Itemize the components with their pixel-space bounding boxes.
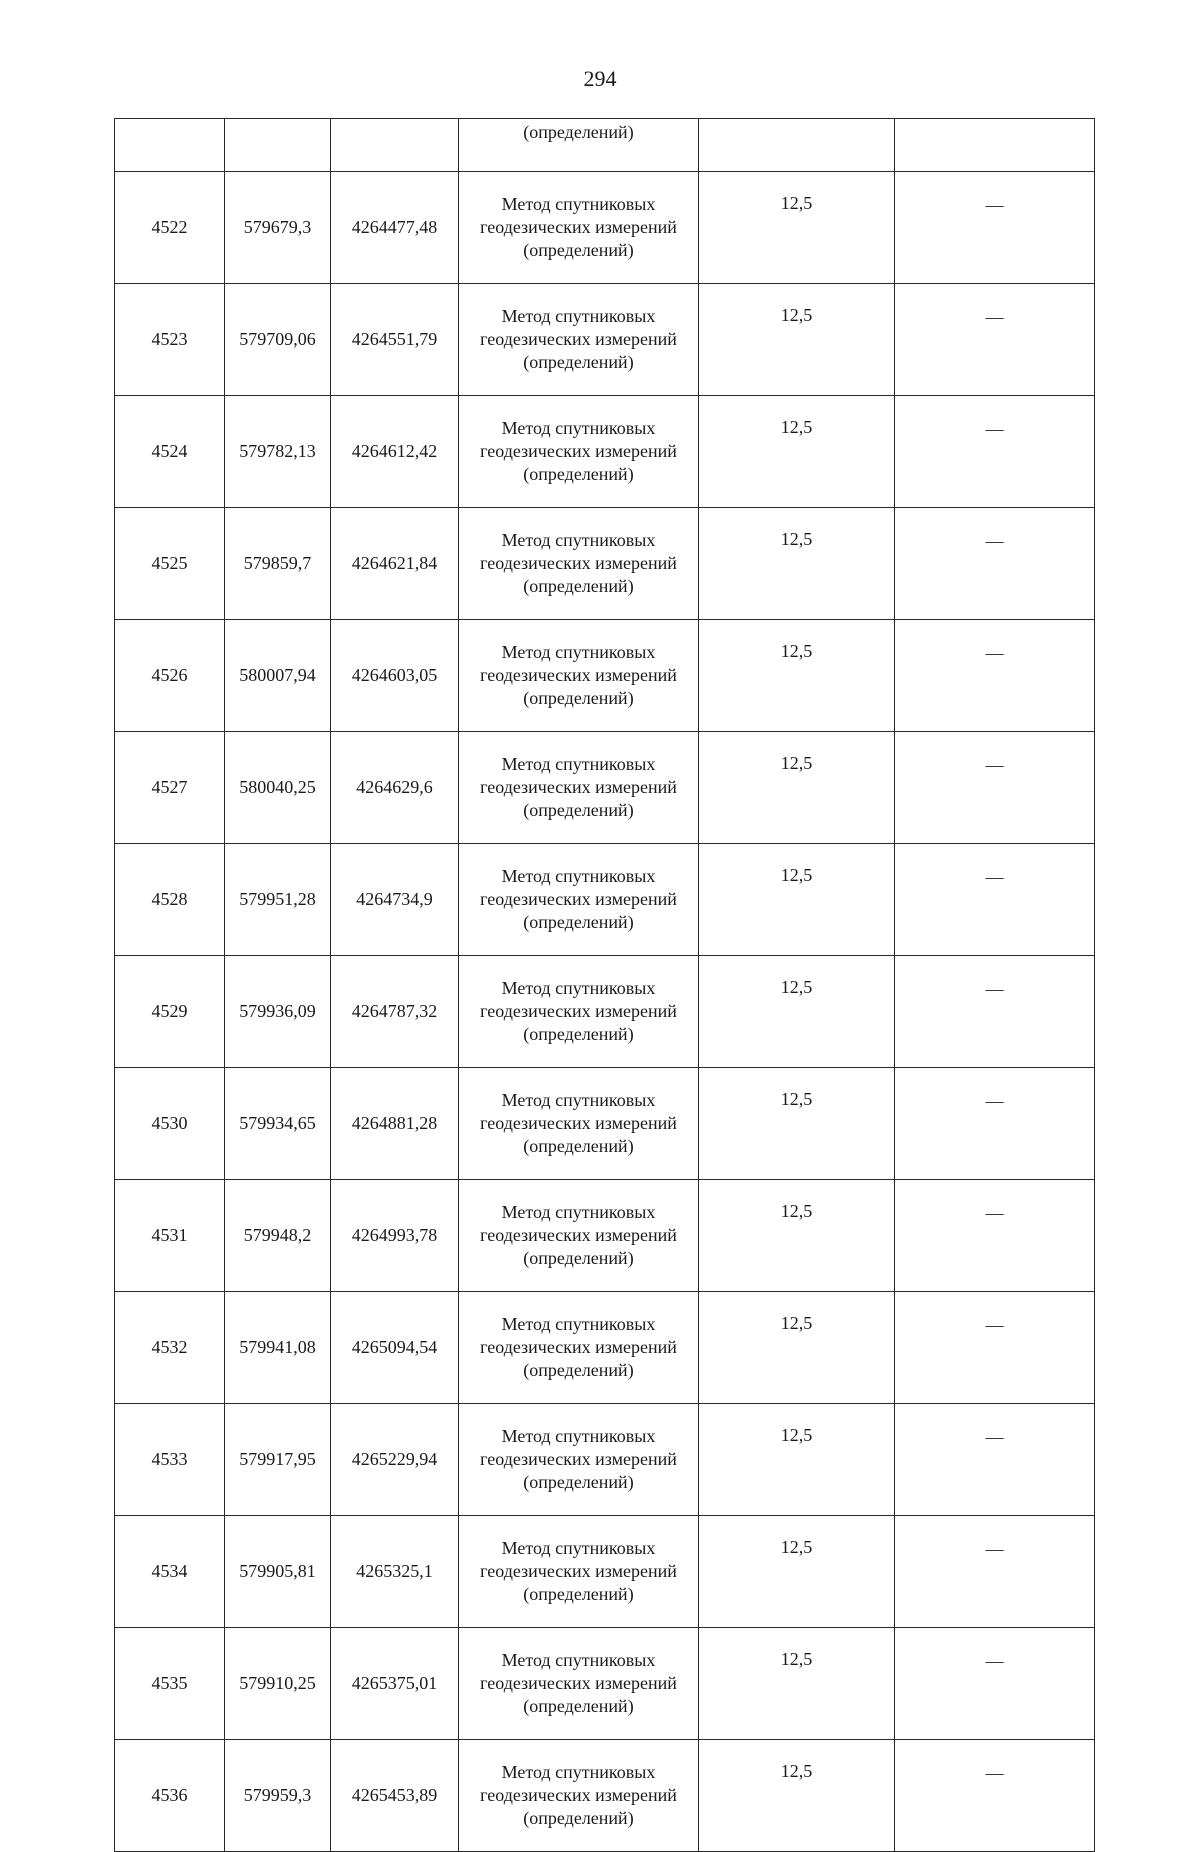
method-text-line: Метод спутниковых [501,1202,656,1222]
error-cell: 12,5 [699,1068,895,1180]
description-cell [895,119,1095,172]
dash-mark: — [985,195,1004,215]
point-number-cell: 4526 [115,620,225,732]
x-coordinate-cell: 579679,3 [225,172,331,284]
y-coordinate-cell: 4265375,01 [331,1628,459,1740]
method-cell [459,1516,699,1628]
table-row [115,396,1095,508]
y-coordinate-cell: 4264621,84 [331,508,459,620]
description-cell [895,1180,1095,1292]
error-cell: 12,5 [699,844,895,956]
method-cell [459,172,699,284]
method-text-line: Метод спутниковых [501,530,656,550]
y-coordinate-cell: 4264787,32 [331,956,459,1068]
table-row [115,508,1095,620]
x-coordinate-cell: 579951,28 [225,844,331,956]
method-text-line: геодезических измерений [480,1001,677,1021]
method-text-line: (определений) [523,1584,634,1604]
description-cell [895,508,1095,620]
table-row [115,172,1095,284]
table-row [115,620,1095,732]
dash-mark: — [985,531,1004,551]
dash-mark: — [985,307,1004,327]
method-text-line: (определений) [523,352,634,372]
y-coordinate-cell: 4264612,42 [331,396,459,508]
description-cell [895,1292,1095,1404]
y-coordinate-cell: 4264551,79 [331,284,459,396]
page-number: 294 [583,66,617,91]
x-coordinate-cell: 579859,7 [225,508,331,620]
dash-mark: — [985,1203,1004,1223]
y-coordinate-cell: 4264881,28 [331,1068,459,1180]
method-text-line: Метод спутниковых [501,1426,656,1446]
method-cell [459,1292,699,1404]
error-cell: 12,5 [699,956,895,1068]
x-coordinate-cell: 580040,25 [225,732,331,844]
point-number-cell: 4533 [115,1404,225,1516]
error-cell: 12,5 [699,396,895,508]
x-coordinate-cell: 579782,13 [225,396,331,508]
dash-mark: — [985,643,1004,663]
method-cell [459,1180,699,1292]
error-cell: 12,5 [699,732,895,844]
table-row [115,284,1095,396]
description-cell [895,732,1095,844]
description-cell [895,284,1095,396]
point-number-cell: 4522 [115,172,225,284]
error-cell: 12,5 [699,172,895,284]
x-coordinate-cell: 579941,08 [225,1292,331,1404]
description-cell [895,1740,1095,1852]
method-text-line: (определений) [523,1472,634,1492]
method-text-line: геодезических измерений [480,1113,677,1133]
method-text-line: (определений) [523,1360,634,1380]
method-text-line: Метод спутниковых [501,194,656,214]
method-text-line: геодезических измерений [480,1673,677,1693]
error-cell: 12,5 [699,1404,895,1516]
x-coordinate-cell: 579959,3 [225,1740,331,1852]
x-coordinate-cell: 579934,65 [225,1068,331,1180]
table-row [115,844,1095,956]
point-number-cell: 4527 [115,732,225,844]
method-text-line: Метод спутниковых [501,418,656,438]
table-row [115,1292,1095,1404]
x-coordinate-cell: 579905,81 [225,1516,331,1628]
method-text-line: (определений) [523,464,634,484]
method-text-line: Метод спутниковых [501,306,656,326]
table-row [115,1740,1095,1852]
method-cell [459,396,699,508]
method-text-line: геодезических измерений [480,665,677,685]
method-text-line: (определений) [523,576,634,596]
description-cell [895,1404,1095,1516]
method-text-line: геодезических измерений [480,217,677,237]
method-cell [459,1068,699,1180]
y-coordinate-cell: 4265094,54 [331,1292,459,1404]
method-text-line: геодезических измерений [480,1337,677,1357]
description-cell [895,1068,1095,1180]
method-text-line: Метод спутниковых [501,1538,656,1558]
method-text-line: (определений) [523,240,634,260]
x-coordinate-cell: 579910,25 [225,1628,331,1740]
method-cell [459,284,699,396]
description-cell [895,172,1095,284]
method-cell [459,956,699,1068]
description-cell [895,396,1095,508]
point-number-cell [115,119,225,172]
method-text-line: Метод спутниковых [501,642,656,662]
point-number-cell: 4531 [115,1180,225,1292]
error-cell: 12,5 [699,620,895,732]
x-coordinate-cell: 579917,95 [225,1404,331,1516]
description-cell [895,620,1095,732]
table-row [115,1516,1095,1628]
x-coordinate-cell: 579709,06 [225,284,331,396]
method-text-line: Метод спутниковых [501,1762,656,1782]
method-text-line: геодезических измерений [480,441,677,461]
table-row [115,1068,1095,1180]
method-text-line: Метод спутниковых [501,978,656,998]
y-coordinate-cell: 4264734,9 [331,844,459,956]
y-coordinate-cell: 4264629,6 [331,732,459,844]
error-cell: 12,5 [699,508,895,620]
continuation-row [115,119,1095,172]
description-cell [895,844,1095,956]
error-cell: 12,5 [699,1180,895,1292]
dash-mark: — [985,867,1004,887]
method-text-line: (определений) [523,1248,634,1268]
y-coordinate-cell: 4265453,89 [331,1740,459,1852]
point-number-cell: 4523 [115,284,225,396]
dash-mark: — [985,1539,1004,1559]
method-cell: (определений) [459,119,699,172]
point-number-cell: 4535 [115,1628,225,1740]
point-number-cell: 4534 [115,1516,225,1628]
y-coordinate-cell: 4264993,78 [331,1180,459,1292]
table-row [115,956,1095,1068]
method-text-line: Метод спутниковых [501,754,656,774]
method-cell [459,844,699,956]
method-text-line: геодезических измерений [480,1449,677,1469]
method-text-line: геодезических измерений [480,329,677,349]
dash-mark: — [985,1427,1004,1447]
dash-mark: — [985,1315,1004,1335]
method-cell [459,1404,699,1516]
method-text-line: геодезических измерений [480,777,677,797]
method-text-line: геодезических измерений [480,1225,677,1245]
description-cell [895,1628,1095,1740]
method-text-line: Метод спутниковых [501,1650,656,1670]
y-coordinate-cell: 4264477,48 [331,172,459,284]
method-text-line: геодезических измерений [480,1785,677,1805]
error-cell: 12,5 [699,1740,895,1852]
y-coordinate-cell: 4265229,94 [331,1404,459,1516]
description-cell [895,1516,1095,1628]
description-cell [895,956,1095,1068]
point-number-cell: 4524 [115,396,225,508]
y-coordinate-cell: 4264603,05 [331,620,459,732]
point-number-cell: 4528 [115,844,225,956]
table-row [115,1404,1095,1516]
point-number-cell: 4525 [115,508,225,620]
table-body [115,119,1095,1852]
dash-mark: — [985,979,1004,999]
coordinates-table [114,118,1095,1852]
table-row [115,1180,1095,1292]
error-cell: 12,5 [699,284,895,396]
error-cell: 12,5 [699,1628,895,1740]
method-text-line: (определений) [523,1808,634,1828]
dash-mark: — [985,1091,1004,1111]
method-text-line: (определений) [523,800,634,820]
method-text-line: (определений) [523,912,634,932]
method-text-line: геодезических измерений [480,1561,677,1581]
error-cell: 12,5 [699,1516,895,1628]
point-number-cell: 4536 [115,1740,225,1852]
point-number-cell: 4530 [115,1068,225,1180]
method-text-line: геодезических измерений [480,553,677,573]
y-coordinate-cell: 4265325,1 [331,1516,459,1628]
method-cell [459,620,699,732]
method-text-line: Метод спутниковых [501,1314,656,1334]
x-coordinate-cell [225,119,331,172]
method-cell [459,1740,699,1852]
method-cell [459,508,699,620]
method-text-line: (определений) [523,1136,634,1156]
y-coordinate-cell [331,119,459,172]
method-text-line: геодезических измерений [480,889,677,909]
dash-mark: — [985,755,1004,775]
method-text-line: (определений) [523,1024,634,1044]
dash-mark: — [985,1763,1004,1783]
dash-mark: — [985,1651,1004,1671]
dash-mark: — [985,419,1004,439]
point-number-cell: 4532 [115,1292,225,1404]
method-text-line: (определений) [523,1696,634,1716]
method-cell [459,732,699,844]
x-coordinate-cell: 579948,2 [225,1180,331,1292]
x-coordinate-cell: 579936,09 [225,956,331,1068]
error-cell [699,119,895,172]
point-number-cell: 4529 [115,956,225,1068]
method-cell [459,1628,699,1740]
method-text-line: Метод спутниковых [501,1090,656,1110]
table-row [115,732,1095,844]
error-cell: 12,5 [699,1292,895,1404]
method-text-line: (определений) [523,688,634,708]
method-text-line: Метод спутниковых [501,866,656,886]
table-row [115,1628,1095,1740]
x-coordinate-cell: 580007,94 [225,620,331,732]
